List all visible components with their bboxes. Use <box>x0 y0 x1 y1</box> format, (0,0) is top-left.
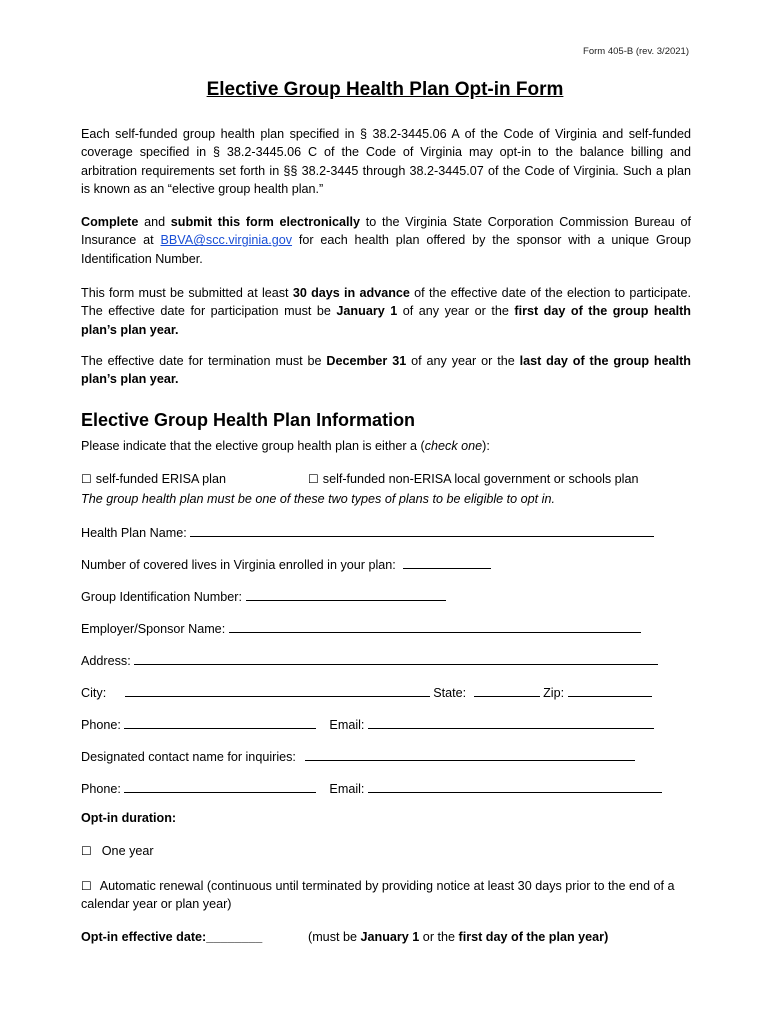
city-field[interactable] <box>125 684 430 697</box>
city-row <box>81 684 652 700</box>
intro-paragraph-1: Each self-funded group health plan specified in § 38.2-3445.06 A of the Code of Virginia and self-funded coverage specified in § 38.2-3445.06 C of the Code of Virginia may opt-in to the balance billing and arbitration requirements set forth in §§ 38.2-3445 through 38.2-3445.07 of the Code of Virginia. Such a plan is known as an “elective group health plan.” <box>81 127 691 196</box>
note-text-1: (must be <box>308 930 361 944</box>
plan-type-instruction <box>81 439 490 453</box>
eligibility-note: The group health plan must be one of these two types of plans to be eligible to opt in. <box>81 492 555 506</box>
one-year-checkbox[interactable]: ☐ <box>81 844 92 858</box>
intro-paragraph-3 <box>81 284 691 339</box>
covered-lives-label: Number of covered lives in Virginia enrolled in your plan: <box>81 558 396 572</box>
covered-lives-field[interactable] <box>403 556 491 569</box>
page-title: Elective Group Health Plan Opt-in Form <box>206 79 564 100</box>
instruction-suffix: ): <box>482 439 490 453</box>
plan-name-label: Health Plan Name: <box>81 526 187 540</box>
p2-text-2: to the Virginia State Corporation Commission Bureau of Insurance at <box>81 215 691 248</box>
auto-renewal-label: Automatic renewal (continuous until terminated by providing notice at least 30 days prior to the end of a calendar year or plan year) <box>81 879 675 912</box>
email2-field[interactable] <box>368 780 662 793</box>
option-erisa[interactable] <box>81 472 226 486</box>
thirty-days-emphasis: 30 days in advance <box>292 286 410 300</box>
instruction-italic: check one <box>424 439 483 453</box>
contact-field[interactable] <box>305 748 635 761</box>
zip-label: Zip: <box>543 686 565 700</box>
employer-field[interactable] <box>229 620 641 633</box>
email-link[interactable]: BBVA@scc.virginia.gov <box>160 233 293 248</box>
effective-date-row <box>81 930 262 944</box>
address-label: Address: <box>81 654 131 668</box>
auto-renewal-checkbox[interactable]: ☐ <box>81 879 92 893</box>
december-emphasis: December 31 <box>326 354 407 368</box>
p3-text-2: of the effective date of the election to participate. The effective date for participation must be <box>81 286 691 319</box>
zip-field[interactable] <box>568 684 652 697</box>
effective-date-field[interactable]: ________ <box>206 930 263 944</box>
auto-renewal-option[interactable] <box>81 877 691 914</box>
address-row <box>81 652 658 668</box>
phone2-label: Phone: <box>81 782 121 796</box>
email-field[interactable] <box>368 716 654 729</box>
employer-row <box>81 620 641 636</box>
opt-in-heading: Opt-in duration: <box>81 811 177 825</box>
january-emphasis: January 1 <box>336 304 398 319</box>
complete-emphasis: Complete <box>81 215 139 229</box>
p2-text-3: for each health plan offered by the sponsor with a unique Group Identification Number. <box>81 233 691 266</box>
group-id-row <box>81 588 446 604</box>
p4-text-1: The effective date for termination must be <box>81 354 327 368</box>
phone-field[interactable] <box>124 716 316 729</box>
email2-label: Email: <box>329 782 365 796</box>
p3-text-1: This form must be submitted at least <box>81 286 293 300</box>
state-label: State: <box>433 686 467 700</box>
non-erisa-label: self-funded non-ERISA local government or schools plan <box>322 472 639 486</box>
plan-name-row <box>81 524 654 540</box>
effective-date-note <box>308 930 608 944</box>
submit-emphasis: submit this form electronically <box>170 215 361 229</box>
note-first-day: first day of the plan year) <box>458 930 609 944</box>
section-heading: Elective Group Health Plan Information <box>81 410 416 430</box>
group-id-field[interactable] <box>246 588 446 601</box>
group-id-label: Group Identification Number: <box>81 590 243 604</box>
p2-text-1: and <box>138 215 171 229</box>
state-field[interactable] <box>474 684 540 697</box>
intro-paragraph-4 <box>81 352 691 389</box>
note-january: January 1 <box>360 930 420 944</box>
option-non-erisa[interactable] <box>308 472 639 486</box>
employer-label: Employer/Sponsor Name: <box>81 622 226 636</box>
p4-text-2: of any year or the <box>406 354 520 368</box>
plan-name-field[interactable] <box>190 524 654 537</box>
form-number: Form 405-B (rev. 3/2021) <box>583 46 689 57</box>
note-text-2: or the <box>419 930 459 944</box>
erisa-checkbox[interactable]: ☐ <box>81 472 92 486</box>
phone2-row <box>81 780 662 796</box>
city-label: City: <box>81 686 107 700</box>
intro-paragraph-2 <box>81 213 691 268</box>
phone-row <box>81 716 654 732</box>
covered-lives-row <box>81 556 491 572</box>
instruction-prefix: Please indicate that the elective group health plan is either a ( <box>81 439 425 453</box>
address-field[interactable] <box>134 652 658 665</box>
one-year-label: One year <box>101 844 154 858</box>
first-day-emphasis: first day of the group health plan’s plan year. <box>81 304 691 337</box>
erisa-label: self-funded ERISA plan <box>95 472 226 486</box>
effective-date-label: Opt-in effective date: <box>81 930 207 944</box>
contact-row <box>81 748 635 764</box>
one-year-option[interactable] <box>81 844 154 858</box>
contact-label: Designated contact name for inquiries: <box>81 750 296 764</box>
non-erisa-checkbox[interactable]: ☐ <box>308 472 319 486</box>
p3-text-3: of any year or the <box>397 304 515 319</box>
phone-label: Phone: <box>81 718 121 732</box>
email-label: Email: <box>329 718 365 732</box>
last-day-emphasis: last day of the group health plan’s plan year. <box>81 354 691 387</box>
phone2-field[interactable] <box>124 780 316 793</box>
